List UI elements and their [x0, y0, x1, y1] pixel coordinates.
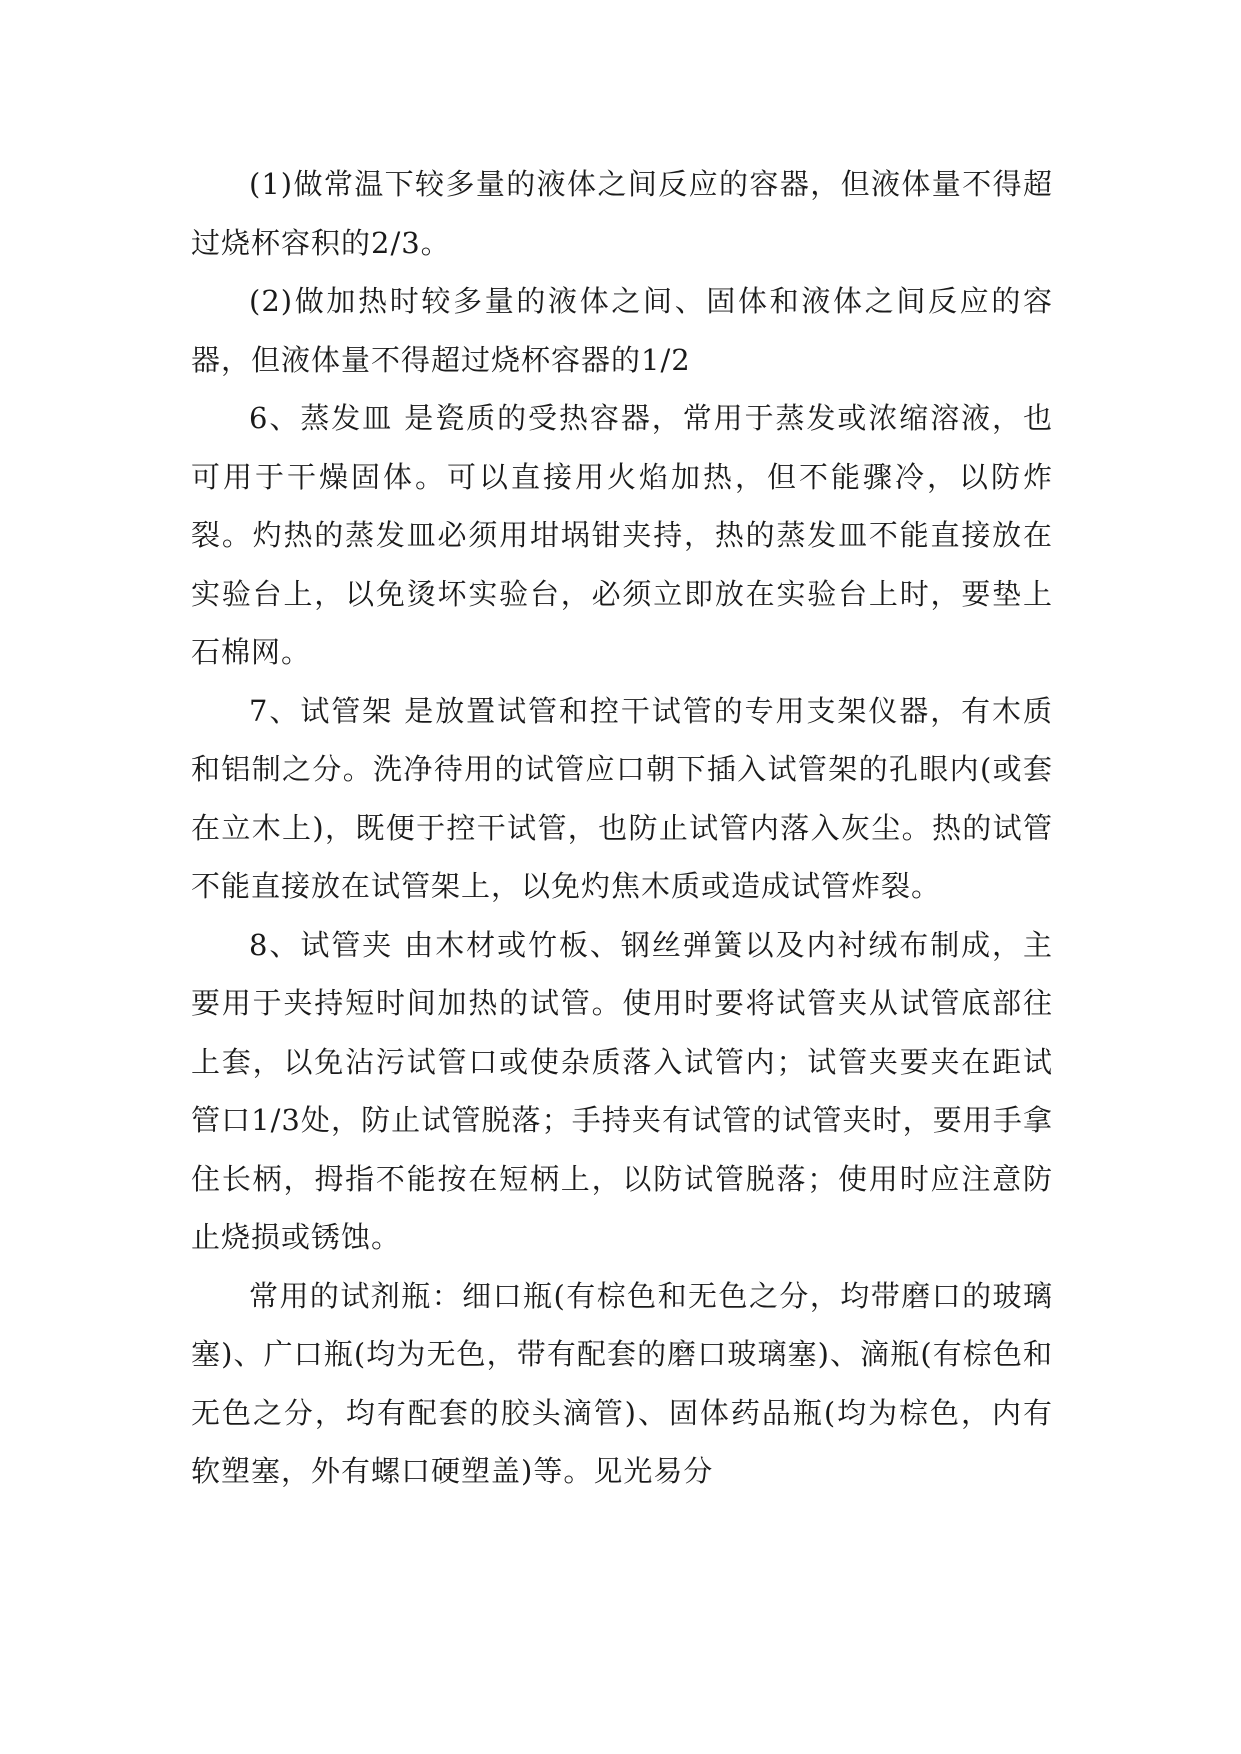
paragraph-evaporating-dish: 6、蒸发皿 是瓷质的受热容器，常用于蒸发或浓缩溶液，也可用于干燥固体。可以直接用火焰加热，但不能骤冷，以防炸裂。灼热的蒸发皿必须用坩埚钳夹持，热的蒸发皿不能直接放在实验台上，以免烫坏实验台，必须立即放在实验台上时，要垫上石棉网。 [191, 401, 1053, 669]
paragraph-test-tube-holder: 8、试管夹 由木材或竹板、钢丝弹簧以及内衬绒布制成，主要用于夹持短时间加热的试管。使用时要将试管夹从试管底部往上套，以免沾污试管口或使杂质落入试管内；试管夹要夹在距试管口1/3处，防止试管脱落；手持夹有试管的试管夹时，要用手拿住长柄，拇指不能按在短柄上，以防试管脱落；使用时应注意防止烧损或锈蚀。 [191, 927, 1053, 1254]
paragraph-beaker-usage-2: (2)做加热时较多量的液体之间、固体和液体之间反应的容器，但液体量不得超过烧杯容器的1/2 [191, 284, 1053, 377]
document-body [191, 155, 1053, 1501]
paragraph-reagent-bottles: 常用的试剂瓶：细口瓶(有棕色和无色之分，均带磨口的玻璃塞)、广口瓶(均为无色，带有配套的磨口玻璃塞)、滴瓶(有棕色和无色之分，均有配套的胶头滴管)、固体药品瓶(均为棕色，内有软塑塞，外有螺口硬塑盖)等。见光易分 [191, 1278, 1053, 1488]
paragraph-beaker-usage-1: (1)做常温下较多量的液体之间反应的容器，但液体量不得超过烧杯容积的2/3。 [191, 167, 1053, 260]
paragraph-test-tube-rack: 7、试管架 是放置试管和控干试管的专用支架仪器，有木质和铝制之分。洗净待用的试管应口朝下插入试管架的孔眼内(或套在立木上)，既便于控干试管，也防止试管内落入灰尘。热的试管不能直接放在试管架上，以免灼焦木质或造成试管炸裂。 [191, 693, 1053, 903]
